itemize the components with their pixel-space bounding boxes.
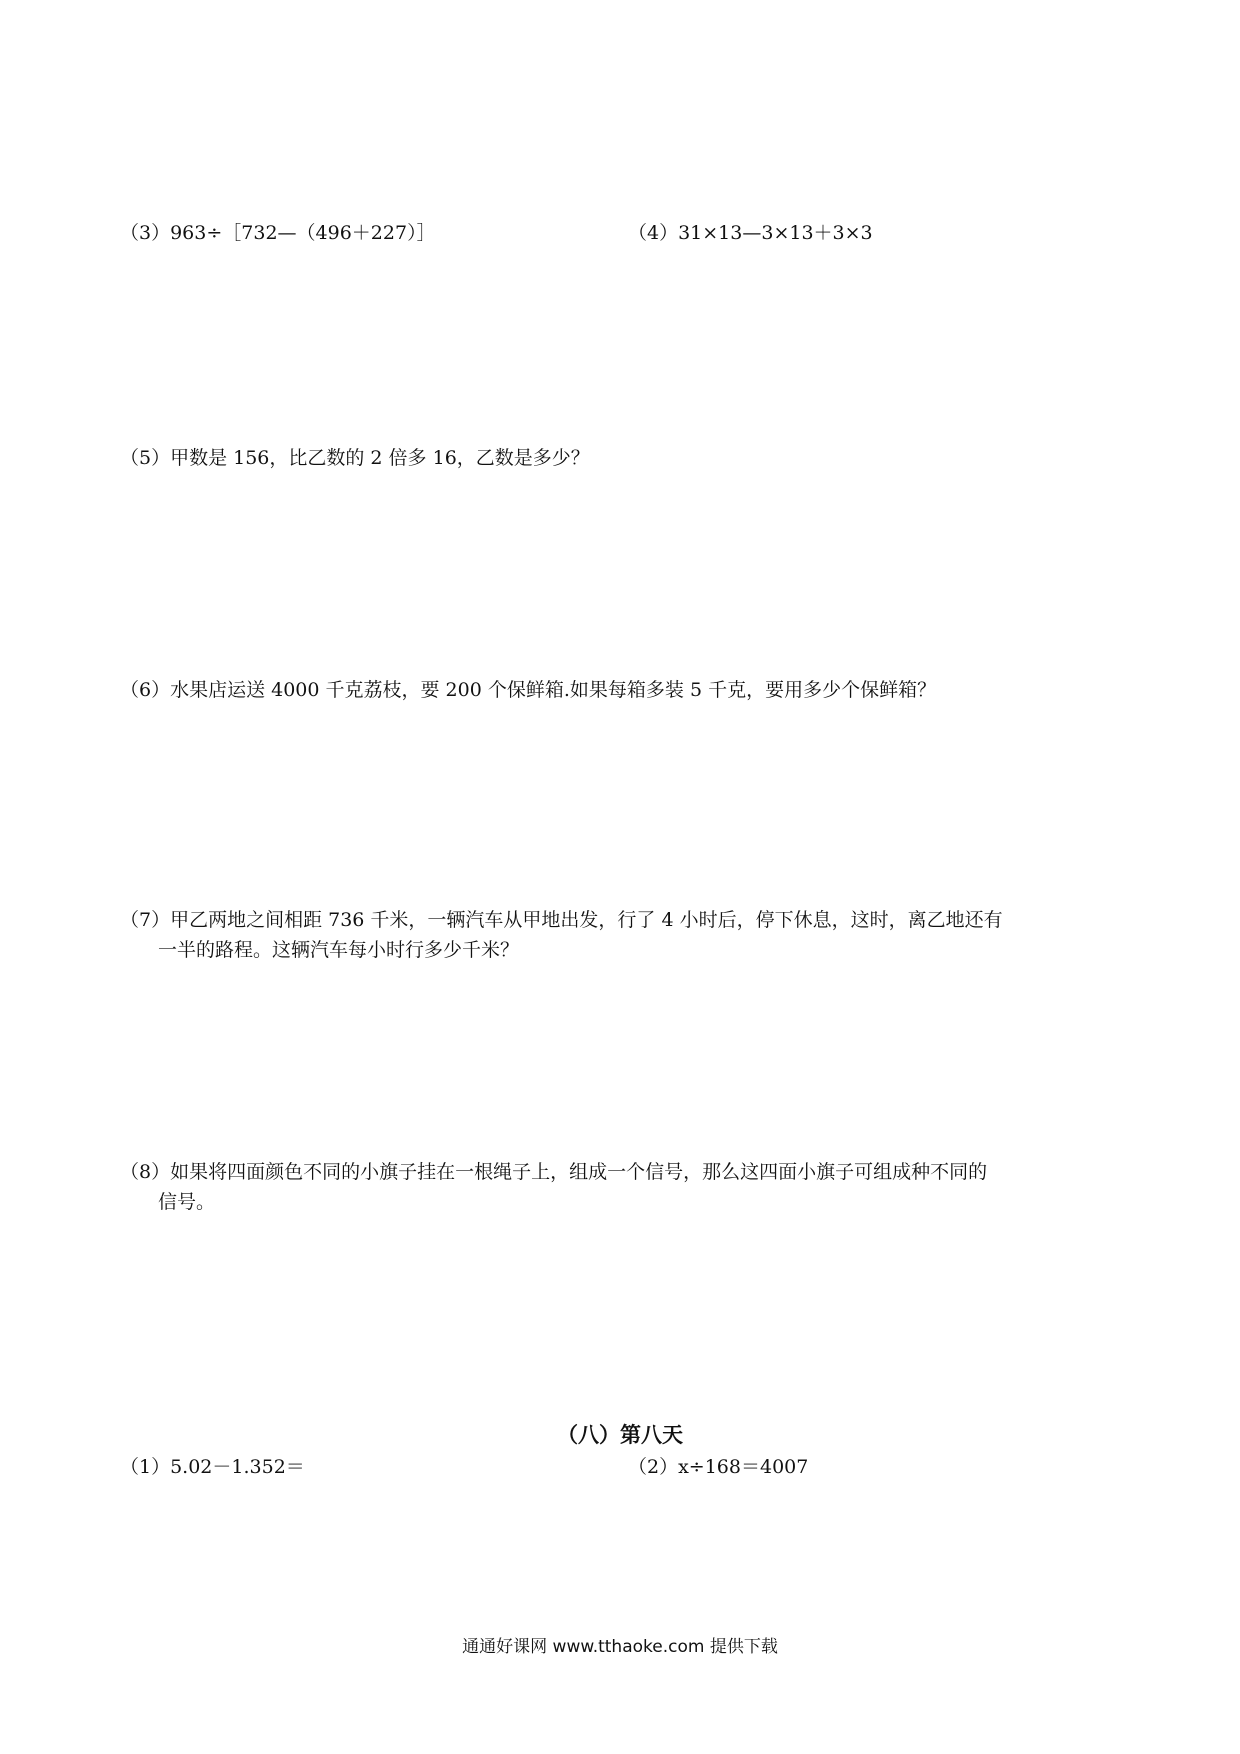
section-8-question-2: （2）x÷168＝4007 <box>628 1456 809 1478</box>
question-7-line-1: （7）甲乙两地之间相距 736 千米，一辆汽车从甲地出发，行了 4 小时后，停下休息，这时，离乙地还有 <box>120 909 1003 931</box>
question-6: （6）水果店运送 4000 千克荔枝，要 200 个保鲜箱.如果每箱多装 5 千克，要用多少个保鲜箱？ <box>120 679 937 701</box>
question-8-line-2: 信号。 <box>158 1191 216 1213</box>
question-7 <box>120 905 1120 965</box>
question-4: （4）31×13—3×13＋3×3 <box>628 222 873 244</box>
section-8-title: （八）第八天 <box>557 1422 683 1447</box>
question-8 <box>120 1157 1120 1217</box>
question-7-line-2: 一半的路程。这辆汽车每小时行多少千米？ <box>158 939 520 961</box>
section-8-question-1: （1）5.02－1.352＝ <box>120 1456 305 1478</box>
question-3: （3）963÷［732—（496＋227）］ <box>120 222 436 244</box>
question-5: （5）甲数是 156，比乙数的 2 倍多 16，乙数是多少？ <box>120 447 590 469</box>
question-8-line-1: （8）如果将四面颜色不同的小旗子挂在一根绳子上，组成一个信号，那么这四面小旗子可组成种不同的 <box>120 1161 988 1183</box>
footer-credit: 通通好课网 www.tthaoke.com 提供下载 <box>462 1637 778 1657</box>
